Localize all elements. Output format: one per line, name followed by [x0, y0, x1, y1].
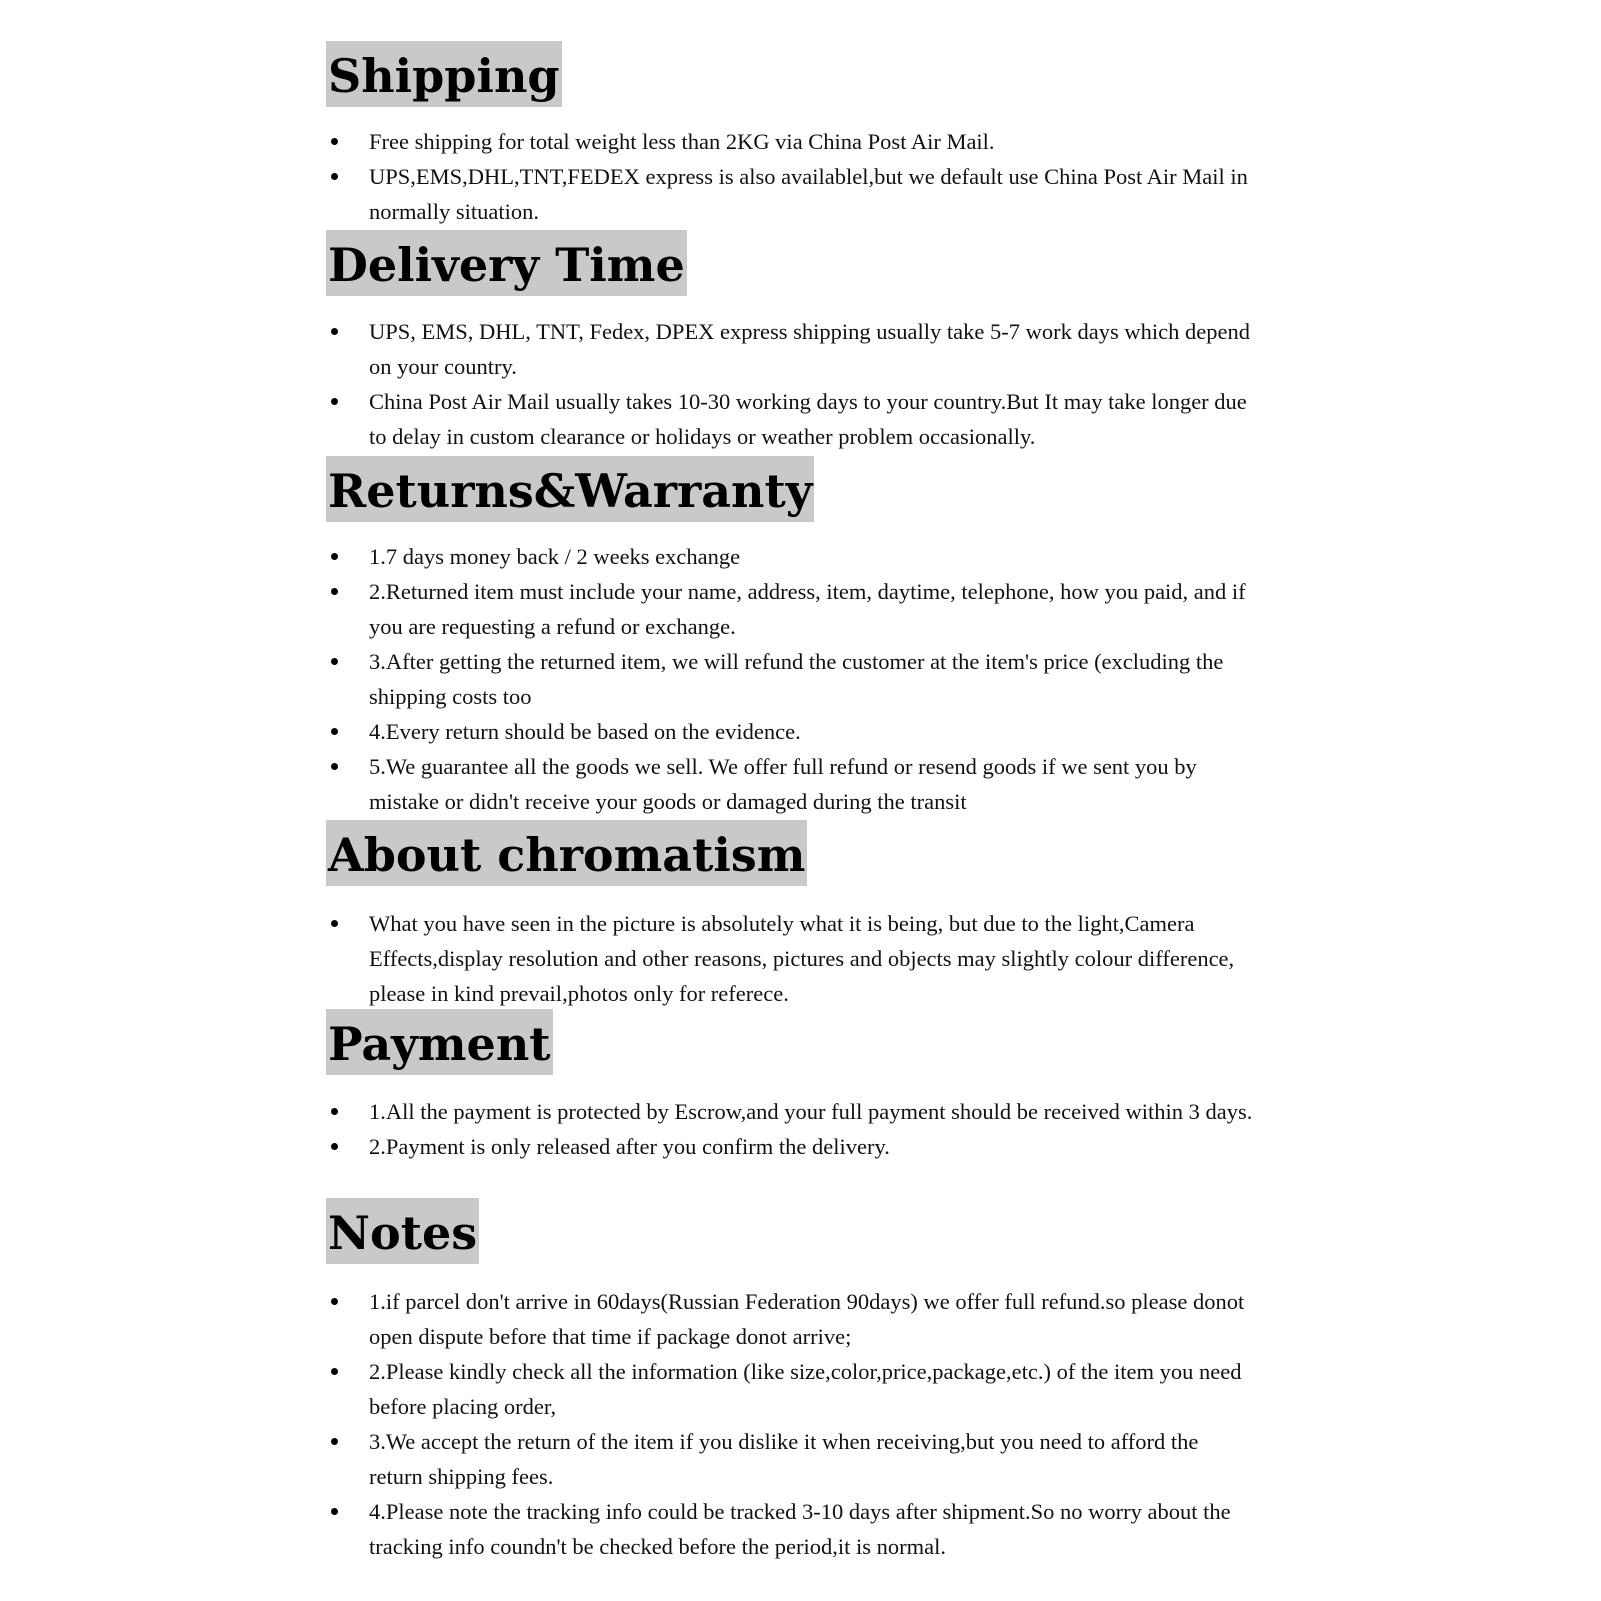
bullet-icon	[331, 658, 338, 665]
list-item	[326, 539, 1256, 574]
bullet-icon	[331, 553, 338, 560]
heading-shipping: Shipping	[326, 41, 562, 107]
list-item-text: 4.Please note the tracking info could be tracked 3-10 days after shipment.So no worry about the tracking info coundn't be checked before the period,it is normal.	[369, 1499, 1231, 1559]
list-item-text: China Post Air Mail usually takes 10-30 working days to your country.But It may take longer due to delay in custom clearance or holidays or weather problem occasionally.	[369, 389, 1247, 449]
list-item-text: 5.We guarantee all the goods we sell. We offer full refund or resend goods if we sent you by mistake or didn't receive your goods or damaged during the transit	[369, 754, 1197, 814]
bullet-icon	[331, 398, 338, 405]
list-item	[326, 1129, 1256, 1164]
bullet-icon	[331, 728, 338, 735]
heading-returns-warranty: Returns&Warranty	[326, 456, 814, 522]
bullet-icon	[331, 173, 338, 180]
list-item	[326, 714, 1256, 749]
list-item	[326, 574, 1256, 644]
list-item	[326, 1424, 1256, 1494]
list-item-text: 4.Every return should be based on the evidence.	[369, 719, 801, 744]
list-item-text: 2.Returned item must include your name, address, item, daytime, telephone, how you paid, and if you are requesting a refund or exchange.	[369, 579, 1246, 639]
list-item-text: 2.Please kindly check all the information (like size,color,price,package,etc.) of the item you need before placing order,	[369, 1359, 1242, 1419]
list-item-text: 1.7 days money back / 2 weeks exchange	[369, 544, 741, 569]
bullet-icon	[331, 1108, 338, 1115]
bullet-icon	[331, 1298, 338, 1305]
list-delivery-time	[326, 314, 1256, 454]
list-item	[326, 1354, 1256, 1424]
list-item	[326, 314, 1256, 384]
bullet-icon	[331, 1143, 338, 1150]
list-item-text: What you have seen in the picture is absolutely what it is being, but due to the light,Camera Effects,display resolution and other reasons, pictures and objects may slightly colour difference, please in kind prevail,photos only for referece.	[369, 911, 1235, 1006]
list-item	[326, 384, 1256, 454]
list-returns-warranty	[326, 539, 1256, 819]
bullet-icon	[331, 1508, 338, 1515]
list-item-text: 1.if parcel don't arrive in 60days(Russian Federation 90days) we offer full refund.so please donot open dispute before that time if package donot arrive;	[369, 1289, 1245, 1349]
list-notes	[326, 1284, 1256, 1564]
list-item-text: Free shipping for total weight less than 2KG via China Post Air Mail.	[369, 129, 995, 154]
list-item	[326, 1284, 1256, 1354]
list-about-chromatism	[326, 906, 1256, 1011]
list-item	[326, 159, 1256, 229]
heading-payment: Payment	[326, 1009, 553, 1075]
heading-delivery-time: Delivery Time	[326, 230, 687, 296]
heading-notes: Notes	[326, 1198, 479, 1264]
list-item-text: 3.We accept the return of the item if you dislike it when receiving,but you need to afford the return shipping fees.	[369, 1429, 1199, 1489]
list-shipping	[326, 124, 1256, 229]
list-item-text: 1.All the payment is protected by Escrow,and your full payment should be received within 3 days.	[369, 1099, 1253, 1124]
list-payment	[326, 1094, 1256, 1164]
list-item	[326, 1094, 1256, 1129]
bullet-icon	[331, 1368, 338, 1375]
bullet-icon	[331, 328, 338, 335]
list-item-text: UPS, EMS, DHL, TNT, Fedex, DPEX express shipping usually take 5-7 work days which depend on your country.	[369, 319, 1250, 379]
bullet-icon	[331, 138, 338, 145]
bullet-icon	[331, 588, 338, 595]
list-item	[326, 906, 1256, 1011]
list-item-text: 3.After getting the returned item, we will refund the customer at the item's price (excluding the shipping costs too	[369, 649, 1224, 709]
heading-about-chromatism: About chromatism	[326, 820, 807, 886]
list-item	[326, 124, 1256, 159]
bullet-icon	[331, 763, 338, 770]
list-item-text: UPS,EMS,DHL,TNT,FEDEX express is also availablel,but we default use China Post Air Mail in normally situation.	[369, 164, 1248, 224]
list-item	[326, 749, 1256, 819]
list-item-text: 2.Payment is only released after you confirm the delivery.	[369, 1134, 890, 1159]
list-item	[326, 644, 1256, 714]
bullet-icon	[331, 1438, 338, 1445]
bullet-icon	[331, 920, 338, 927]
list-item	[326, 1494, 1256, 1564]
